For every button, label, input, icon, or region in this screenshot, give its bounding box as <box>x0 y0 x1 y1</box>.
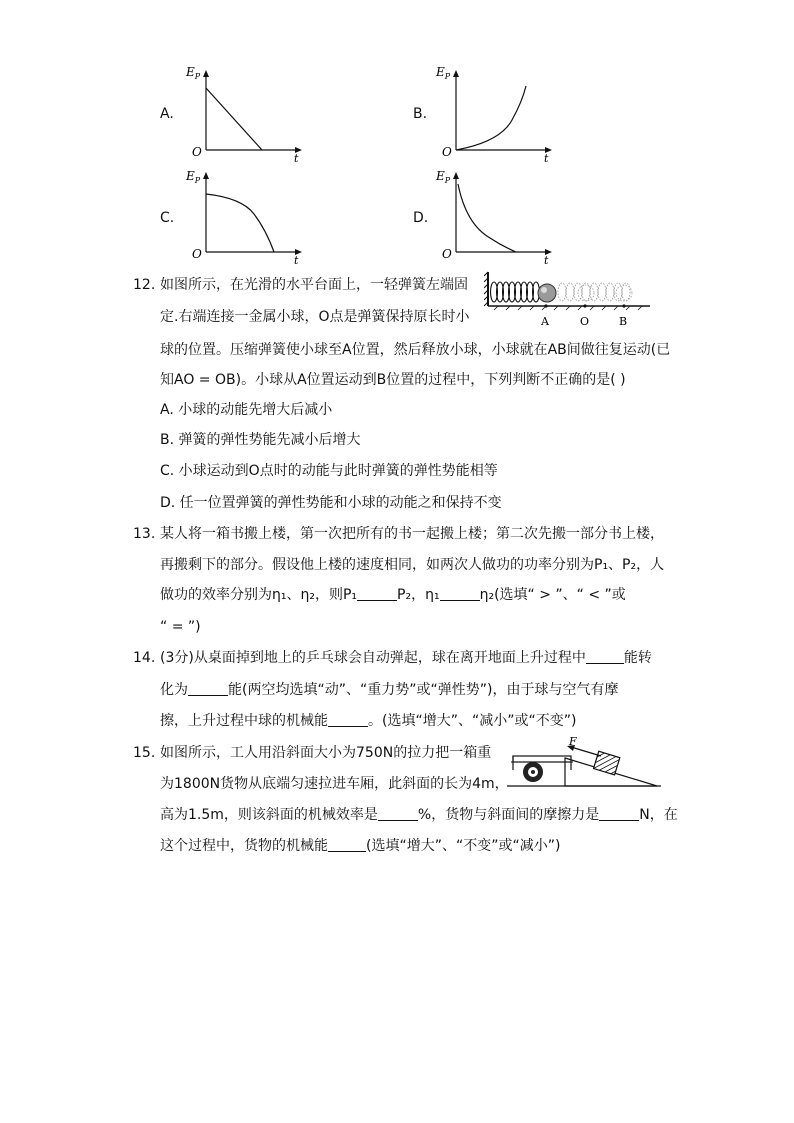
svg-text:t: t <box>294 254 299 266</box>
y-axis-label: $E_P$ <box>436 169 451 185</box>
q15-line4: 这个过程中，货物的机械能 (选填“增大”、“不变”或“减小”) <box>160 838 561 854</box>
svg-text:O: O <box>442 247 452 261</box>
q15-blank-1[interactable] <box>378 806 418 821</box>
q13-line1: 某人将一箱书搬上楼，第一次把所有的书一起搬上楼；第二次先搬一部分书上楼， <box>160 526 664 542</box>
q13-number: 13. <box>133 526 156 542</box>
y-axis-label: $E_P$ <box>436 65 451 81</box>
force-label: F <box>569 736 577 748</box>
fig-label-o: O <box>580 315 590 328</box>
option-d-label: D. <box>413 210 429 226</box>
incline-truck-figure <box>505 736 663 792</box>
q13-line2: 再搬剩下的部分。假设他上楼的速度相同，如两次人做功的功率分别为P₁、P₂，人 <box>160 557 665 573</box>
svg-text:O: O <box>442 145 452 159</box>
q15-number: 15. <box>133 745 156 761</box>
spring-ball-figure <box>484 268 654 330</box>
graph-d-curve <box>458 184 516 252</box>
svg-text:t: t <box>544 152 549 165</box>
q14-number: 14. <box>133 650 156 666</box>
q12-line2: 定.右端连接一金属小球，O点是弹簧保持原长时小 <box>160 309 470 325</box>
truck-bed-icon <box>513 756 571 762</box>
svg-text:t: t <box>544 254 549 266</box>
graph-b <box>430 62 560 172</box>
q12-option-c: C. 小球运动到O点时的动能与此时弹簧的弹性势能相等 <box>160 463 498 479</box>
option-b-label: B. <box>413 106 428 122</box>
q15-line2: 为1800N货物从底端匀速拉进车厢，此斜面的长为4m， <box>160 776 509 792</box>
q14-blank-1[interactable] <box>586 649 624 664</box>
svg-text:O: O <box>192 247 202 261</box>
q14-line3: 擦，上升过程中球的机械能 。(选填“增大”、“减小”或“不变”) <box>160 713 577 729</box>
fig-label-b: B <box>619 315 628 328</box>
spring-icon <box>491 282 540 302</box>
q13-line3: 做功的效率分别为η₁、η₂，则P₁ P₂，η₁ η₂(选填“ > ”、“ < ”或 <box>160 587 626 603</box>
q14-blank-3[interactable] <box>328 712 368 727</box>
q12-option-b: B. 弹簧的弹性势能先减小后增大 <box>160 432 361 448</box>
q15-blank-2[interactable] <box>599 806 639 821</box>
q12-line3: 球的位置。压缩弹簧使小球至A位置，然后释放小球，小球就在AB间做往复运动(已 <box>160 342 671 358</box>
q15-blank-3[interactable] <box>328 837 366 852</box>
q14-blank-2[interactable] <box>188 681 228 696</box>
y-axis-label: $E_P$ <box>186 65 201 81</box>
graph-b-curve <box>456 86 526 150</box>
q12-option-d: D. 任一位置弹簧的弹性势能和小球的动能之和保持不变 <box>160 495 502 511</box>
option-c-label: C. <box>160 210 175 226</box>
q12-option-a: A. 小球的动能先增大后减小 <box>160 402 333 418</box>
fig-label-a: A <box>541 315 549 328</box>
q12-line4: 知AO = OB)。小球从A位置运动到B位置的过程中，下列判断不正确的是( ) <box>160 372 626 388</box>
graph-d <box>430 166 560 266</box>
q14-line1: (3分)从桌面掉到地上的乒乓球会自动弹起，球在离开地面上升过程中 能转 <box>160 650 652 666</box>
q12-line1: 如图所示，在光滑的水平台面上，一轻弹簧左端固 <box>160 277 468 293</box>
q15-line1: 如图所示，工人用沿斜面大小为750N的拉力把一箱重 <box>160 745 492 761</box>
graph-c-curve <box>206 194 274 252</box>
q15-line3: 高为1.5m，则该斜面的机械效率是 %，货物与斜面间的摩擦力是 N，在 <box>160 807 678 823</box>
graph-a-curve <box>206 88 262 150</box>
svg-text:O: O <box>192 145 202 159</box>
ball-icon <box>538 284 556 302</box>
q13-blank-2[interactable] <box>440 586 480 601</box>
y-axis-label: $E_P$ <box>186 169 201 185</box>
q13-blank-1[interactable] <box>357 586 397 601</box>
force-arrow-icon <box>571 747 601 756</box>
q12-number: 12. <box>133 277 156 293</box>
q13-line4: “ = ”) <box>160 619 201 635</box>
svg-text:t: t <box>294 152 299 165</box>
graph-c <box>180 166 310 266</box>
graph-a <box>180 62 310 172</box>
option-a-label: A. <box>160 106 174 122</box>
q14-line2: 化为 能(两空均选填“动”、“重力势”或“弹性势”)，由于球与空气有摩 <box>160 682 619 698</box>
